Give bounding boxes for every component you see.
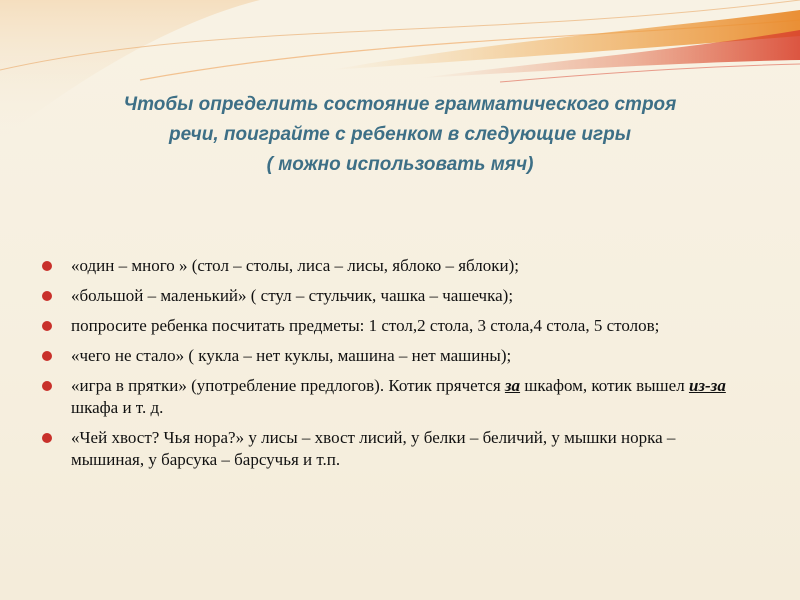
title-line: Чтобы определить состояние грамматического строя <box>123 94 677 115</box>
list-item-text: «чего не стало» ( кукла – нет куклы, машина – нет машины); <box>71 346 512 365</box>
bullet-dot-icon <box>42 291 52 301</box>
list-item <box>40 375 740 419</box>
title-line: ( можно использовать мяч) <box>266 154 534 175</box>
emphasized-preposition: из-за <box>688 376 726 395</box>
list-item-text: «Чей хвост? Чья нора?» у лисы – хвост лисий, у белки – беличий, у мышки норка – мышиная, у барсука – барсучья и т.п. <box>71 428 676 469</box>
text-segment: «игра в прятки» (употребление предлогов). Котик прячется <box>71 376 505 395</box>
title-line: речи, поиграйте с ребенком в следующие игры <box>168 124 632 145</box>
list-item-text <box>71 376 726 417</box>
game-list <box>40 255 740 479</box>
list-item-text: попросите ребенка посчитать предметы: 1 стол,2 стола, 3 стола,4 стола, 5 столов; <box>71 316 660 335</box>
bullet-dot-icon <box>42 433 52 443</box>
list-item <box>40 285 740 307</box>
slide-title <box>60 90 740 180</box>
bullet-dot-icon <box>42 321 52 331</box>
list-item <box>40 315 740 337</box>
list-item <box>40 427 740 471</box>
text-segment: шкафа и т. д. <box>71 398 164 417</box>
bullet-dot-icon <box>42 351 52 361</box>
bullet-dot-icon <box>42 381 52 391</box>
list-item-text: «большой – маленький» ( стул – стульчик, чашка – чашечка); <box>71 286 514 305</box>
emphasized-preposition: за <box>504 376 521 395</box>
list-item-text: «один – много » (стол – столы, лиса – лисы, яблоко – яблоки); <box>71 256 519 275</box>
list-item <box>40 255 740 277</box>
list-item <box>40 345 740 367</box>
bullet-dot-icon <box>42 261 52 271</box>
text-segment: шкафом, котик вышел <box>520 376 689 395</box>
